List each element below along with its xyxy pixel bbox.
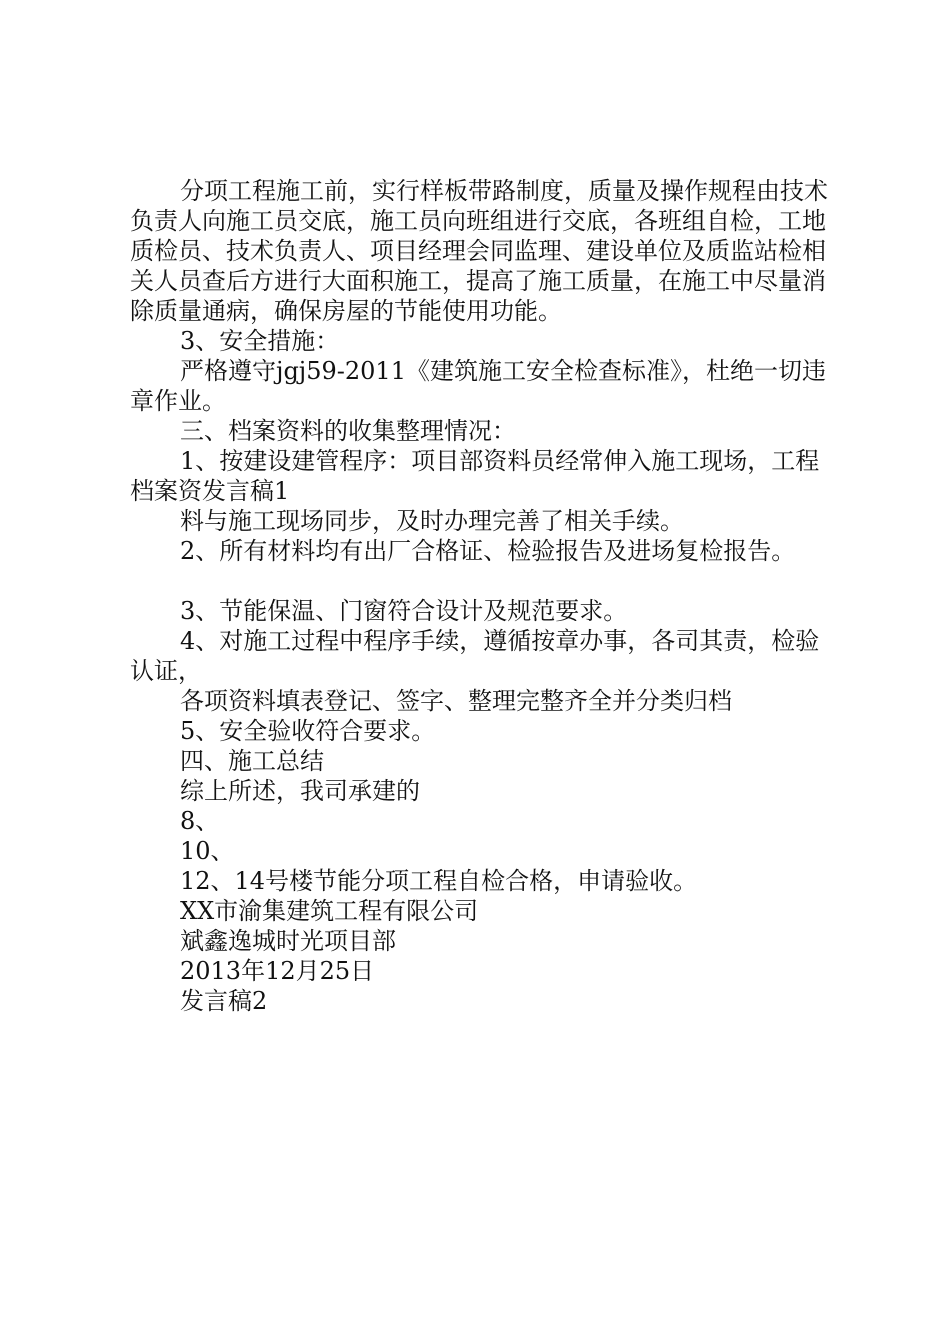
document-body — [130, 176, 835, 1016]
paragraph-archive-item-5: 5、安全验收符合要求。 — [180, 717, 436, 745]
speech-draft-label: 发言稿2 — [180, 987, 268, 1015]
paragraph-archive-item-3: 3、节能保温、门窗符合设计及规范要求。 — [180, 597, 628, 625]
paragraph-construction-quality: 分项工程施工前，实行样板带路制度，质量及操作规程由技术负责人向施工员交底，施工员向班组进行交底，各班组自检，工地质检员、技术负责人、项目经理会同监理、建设单位及质监站检相关人员查后方进行大面积施工，提高了施工质量，在施工中尽量消除质量通病，确保房屋的节能使用功能。 — [130, 177, 828, 325]
paragraph-archive-item-4: 4、对施工过程中程序手续，遵循按章办事，各司其责，检验认证， — [130, 627, 820, 685]
paragraph-archive-item-4-continued: 各项资料填表登记、签字、整理完整齐全并分类归档 — [180, 687, 732, 715]
project-department: 斌鑫逸城时光项目部 — [180, 927, 396, 955]
heading-safety-measures: 3、安全措施： — [180, 327, 340, 355]
paragraph-archive-item-1: 1、按建设建管程序：项目部资料员经常伸入施工现场，工程档案资发言稿1 — [130, 447, 820, 505]
paragraph-summary-intro: 综上所述，我司承建的 — [180, 777, 420, 805]
heading-construction-summary: 四、施工总结 — [180, 747, 324, 775]
paragraph-archive-item-1-continued: 料与施工现场同步，及时办理完善了相关手续。 — [180, 507, 684, 535]
company-name: XX市渝集建筑工程有限公司 — [180, 897, 479, 925]
blank-line — [130, 566, 835, 596]
document-date: 2013年12月25日 — [180, 957, 375, 985]
paragraph-archive-item-2: 2、所有材料均有出厂合格证、检验报告及进场复检报告。 — [180, 537, 796, 565]
paragraph-building-8: 8、 — [180, 807, 220, 835]
heading-archive-collection: 三、档案资料的收集整理情况： — [180, 417, 516, 445]
paragraph-safety-standard: 严格遵守jgj59-2011《建筑施工安全检查标准》，杜绝一切违章作业。 — [130, 357, 826, 415]
paragraph-building-12-14: 12、14号楼节能分项工程自检合格，申请验收。 — [180, 867, 698, 895]
paragraph-building-10: 10、 — [180, 837, 235, 865]
